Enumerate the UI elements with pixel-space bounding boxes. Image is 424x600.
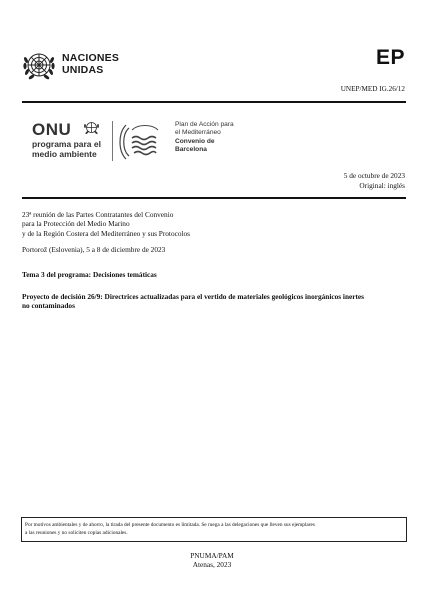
mediterranean-wave-icon bbox=[118, 120, 168, 164]
printing-note-line1: Por motivos ambientales y de ahorro, la tirada del presente documento es limitada. Se ruega a las delegaciones que lleven sus ejemplares bbox=[25, 522, 315, 528]
unep-subtitle bbox=[32, 140, 101, 159]
printing-note-line2: a las reuniones y no soliciten copias adicionales. bbox=[25, 530, 128, 536]
logo-divider bbox=[112, 121, 113, 161]
meeting-line2: para la Protección del Medio Marino bbox=[22, 219, 130, 229]
footer-place-year: Atenas, 2023 bbox=[192, 560, 232, 570]
document-date-block bbox=[344, 171, 405, 191]
org-name-line2: UNIDAS bbox=[62, 64, 104, 76]
map-line1: Plan de Acción para bbox=[175, 121, 234, 128]
org-name-line1: NACIONES bbox=[62, 52, 120, 64]
original-language: Original: inglés bbox=[359, 181, 405, 190]
unep-subtitle-line2: medio ambiente bbox=[32, 148, 97, 159]
page-footer bbox=[0, 551, 424, 569]
meeting-line3: y de la Región Costera del Mediterráneo y sus Protocolos bbox=[22, 228, 190, 238]
document-title bbox=[22, 292, 402, 311]
document-title-line2: no contaminados bbox=[22, 301, 75, 311]
org-name bbox=[62, 52, 119, 76]
language-code: EP bbox=[375, 46, 405, 69]
document-symbol: UNEP/MED IG.26/12 bbox=[340, 85, 405, 93]
date-rule bbox=[22, 197, 406, 199]
unep-emblem-icon bbox=[83, 119, 100, 136]
unep-subtitle-line1: programa para el bbox=[32, 139, 101, 149]
printing-note-box bbox=[21, 517, 407, 542]
meeting-line1: 23ª reunión de las Partes Contratantes del Convenio bbox=[22, 210, 174, 219]
un-emblem-icon bbox=[22, 48, 56, 82]
document-date: 5 de octubre de 2023 bbox=[343, 171, 405, 180]
footer-org: PNUMA/PAM bbox=[190, 551, 234, 560]
map-line2: el Mediterráneo bbox=[175, 129, 221, 137]
map-line4: Barcelona bbox=[175, 145, 207, 153]
meeting-venue: Portorož (Eslovenia), 5 a 8 de diciembre de 2023 bbox=[22, 245, 166, 254]
header-rule bbox=[22, 101, 406, 103]
unep-title: ONU bbox=[32, 120, 72, 139]
meeting-name bbox=[22, 210, 190, 238]
map-line3: Convenio de bbox=[175, 137, 215, 145]
agenda-item: Tema 3 del programa: Decisiones temáticas bbox=[22, 270, 157, 279]
map-convention-text bbox=[175, 121, 234, 154]
document-title-line1: Proyecto de decisión 26/9: Directrices actualizadas para el vertido de materiales geológicos inorgánicos inertes bbox=[22, 292, 365, 301]
